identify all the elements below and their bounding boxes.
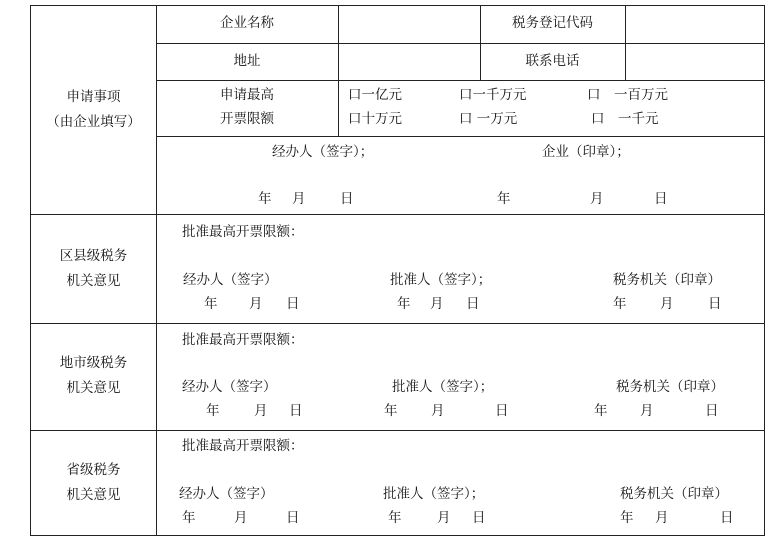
district-section-label [31,244,156,294]
date-day-left: 日 [340,191,354,207]
city-date-day-2: 日 [495,403,509,419]
district-date-day-3: 日 [708,296,722,312]
city-date-month-2: 月 [431,403,445,419]
city-title-line2: 机关意见 [66,380,121,396]
address-field[interactable] [339,44,479,79]
limit-label-line2: 开票限额 [220,111,274,127]
city-date-year-1: 年 [206,403,220,419]
tax-code-field[interactable] [626,6,763,42]
agent-sign-label: 经办人（签字）； [272,144,374,160]
company-name-label: 企业名称 [220,15,274,31]
option-100m[interactable]: 口一亿元 [348,87,402,103]
date-day-right: 日 [654,191,668,207]
district-date-year-3: 年 [613,296,627,312]
city-date-year-2: 年 [384,403,398,419]
district-title-line2: 机关意见 [66,273,121,289]
date-year-left: 年 [258,191,272,207]
district-title-line1: 区县级税务 [59,248,128,264]
city-section-label [31,351,156,401]
section-divider-3 [30,430,765,431]
city-date-month-3: 月 [640,403,654,419]
company-seal-label: 企业（印章）； [542,144,630,160]
district-date-year-1: 年 [204,296,218,312]
province-title-line1: 省级税务 [66,462,121,478]
province-date-year-1: 年 [182,510,196,526]
province-date-month-2: 月 [437,510,451,526]
city-approver-label: 批准人（签字）； [392,379,494,395]
date-year-right: 年 [497,191,511,207]
city-date-year-3: 年 [594,403,608,419]
province-date-month-3: 月 [655,510,669,526]
province-tax-office-label: 税务机关（印章） [620,486,728,502]
phone-field[interactable] [626,44,763,79]
province-title-line2: 机关意见 [66,487,121,503]
option-1k[interactable]: 口 一千元 [591,111,659,127]
city-title-line1: 地市级税务 [59,355,128,371]
province-date-day-3: 日 [720,510,734,526]
city-tax-office-label: 税务机关（印章） [616,379,724,395]
apply-title-line1: 申请事项 [66,89,121,105]
district-approved-limit-label: 批准最高开票限额： [182,224,304,240]
city-approved-limit-label: 批准最高开票限额： [182,332,304,348]
section-divider-2 [30,323,765,324]
border-bottom [30,535,765,536]
district-tax-office-label: 税务机关（印章） [613,272,721,288]
option-100k[interactable]: 口十万元 [348,111,402,127]
date-month-left: 月 [292,191,306,207]
province-approved-limit-label: 批准最高开票限额： [182,438,304,454]
option-10k[interactable]: 口 一万元 [459,111,518,127]
district-date-month-2: 月 [430,296,444,312]
province-date-day-1: 日 [286,510,300,526]
province-date-month-1: 月 [234,510,248,526]
label-column-divider [156,5,157,536]
section-divider-1 [30,214,765,215]
address-label: 地址 [233,53,261,69]
district-date-month-3: 月 [660,296,674,312]
phone-label: 联系电话 [525,53,580,69]
district-date-month-1: 月 [249,296,263,312]
date-month-right: 月 [590,191,604,207]
city-date-day-1: 日 [289,403,303,419]
province-date-year-2: 年 [388,510,402,526]
option-10m[interactable]: 口一千万元 [459,87,527,103]
tax-code-label: 税务登记代码 [512,15,593,31]
limit-label-line1: 申请最高 [220,87,274,103]
district-date-day-1: 日 [286,296,300,312]
district-agent-label: 经办人（签字） [183,272,278,288]
province-section-label [31,458,156,508]
apply-title-line2: （由企业填写） [46,114,141,130]
district-approver-label: 批准人（签字）； [390,272,492,288]
option-1m[interactable]: 口 一百万元 [587,87,668,103]
province-agent-label: 经办人（签字） [179,486,274,502]
row-divider-address [156,80,765,81]
province-date-year-3: 年 [620,510,634,526]
border-right [764,5,765,536]
district-date-year-2: 年 [397,296,411,312]
city-agent-label: 经办人（签字） [182,379,277,395]
province-date-day-2: 日 [472,510,486,526]
province-approver-label: 批准人（签字）； [383,486,485,502]
company-name-field[interactable] [339,6,479,42]
row-divider-limit [156,136,765,137]
city-date-day-3: 日 [705,403,719,419]
city-date-month-1: 月 [254,403,268,419]
district-date-day-2: 日 [466,296,480,312]
apply-section-label [31,85,156,135]
